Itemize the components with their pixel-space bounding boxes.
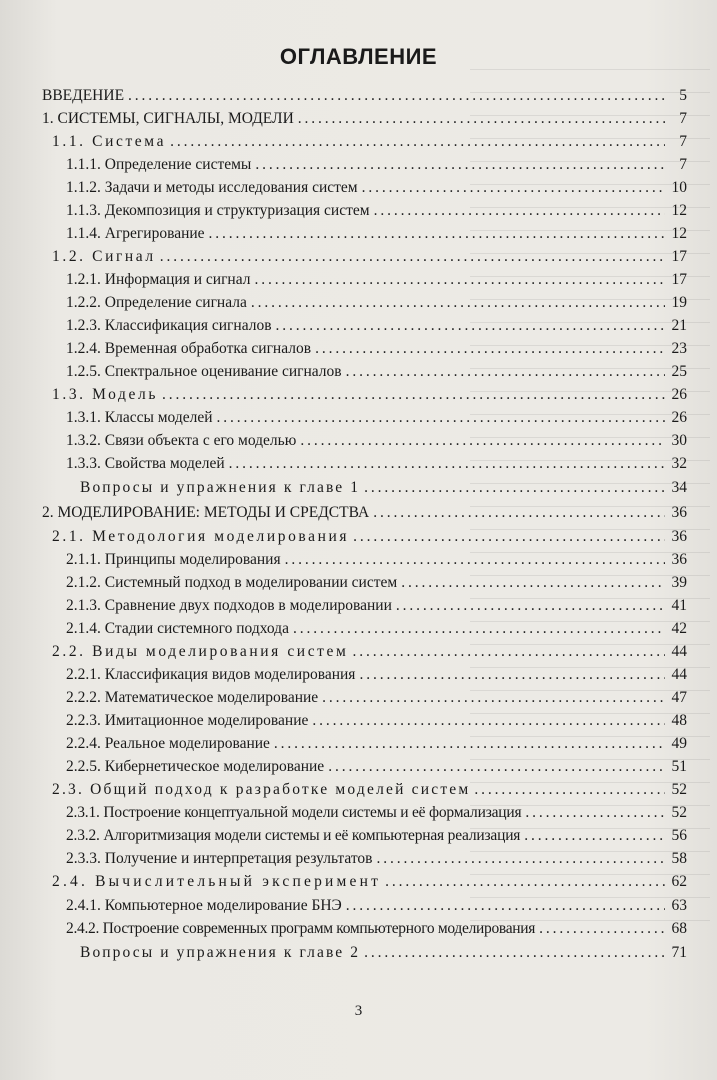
- leader-dots: [396, 594, 665, 618]
- leader-dots: [353, 525, 665, 549]
- leader-dots: [385, 870, 665, 894]
- leader-dots: [374, 199, 665, 223]
- toc-entry-label: 2. МОДЕЛИРОВАНИЕ: МЕТОДЫ И СРЕДСТВА: [42, 504, 370, 521]
- toc-entry-2-2-4: [66, 732, 687, 756]
- leader-dots: [364, 476, 665, 500]
- toc-entry-page: 19: [671, 294, 687, 311]
- toc-entry-2-3-1: [66, 801, 687, 825]
- toc-entry-section-1-3: [52, 383, 687, 407]
- leader-dots: [377, 847, 666, 871]
- toc-entry-label: 1.2.5. Спектральное оценивание сигналов: [66, 363, 342, 380]
- toc-entry-1-1-4: [66, 222, 687, 246]
- toc-entry-page: 26: [671, 386, 687, 403]
- toc-entry-page: 7: [679, 110, 687, 127]
- leader-dots: [539, 917, 665, 941]
- toc-entry-questions-2: [80, 941, 687, 965]
- toc-entry-label: 1.3. Модель: [52, 386, 158, 403]
- toc-entry-introduction: [42, 84, 687, 108]
- toc-entry-label: 2.1.4. Стадии системного подхода: [66, 620, 289, 637]
- toc-entry-page: 17: [671, 271, 687, 288]
- toc-entry-label: Вопросы и упражнения к главе 1: [80, 479, 361, 496]
- toc-entry-label: 1.1.3. Декомпозиция и структуризация систем: [66, 202, 370, 219]
- leader-dots: [285, 548, 665, 572]
- leader-dots: [401, 571, 665, 595]
- leader-dots: [352, 640, 665, 664]
- toc-entry-2-2-1: [66, 663, 687, 687]
- toc-entry-page: 62: [671, 873, 687, 890]
- toc-entry-label: 2.2. Виды моделирования систем: [52, 643, 349, 660]
- toc-entry-label: 2.3.3. Получение и интерпретация результатов: [66, 850, 373, 867]
- toc-entry-2-3-2: [66, 824, 687, 848]
- toc-entry-1-2-5: [66, 360, 687, 384]
- toc-entry-section-2-1: [52, 525, 687, 549]
- leader-dots: [312, 709, 665, 733]
- toc-entry-1-2-4: [66, 337, 687, 361]
- toc-entry-page: 21: [671, 317, 687, 334]
- toc-entry-page: 30: [671, 432, 687, 449]
- toc-entry-page: 34: [671, 479, 687, 496]
- toc-entry-1-1-2: [66, 176, 687, 200]
- toc-entry-label: Вопросы и упражнения к главе 2: [80, 944, 361, 961]
- leader-dots: [300, 429, 665, 453]
- toc-entry-page: 58: [671, 850, 687, 867]
- toc-entry-label: 1.3.1. Классы моделей: [66, 409, 213, 426]
- leader-dots: [315, 337, 665, 361]
- toc-entry-label: 2.3.1. Построение концептуальной модели системы и её формализация: [66, 804, 522, 821]
- toc-entry-label: 2.4.1. Компьютерное моделирование БНЭ: [66, 897, 342, 914]
- toc-entry-page: 42: [671, 620, 687, 637]
- toc-entry-questions-1: [80, 476, 687, 500]
- toc-entry-2-2-3: [66, 709, 687, 733]
- leader-dots: [298, 107, 665, 131]
- toc-entry-label: 1.2.3. Классификация сигналов: [66, 317, 272, 334]
- toc-entry-page: 41: [671, 597, 687, 614]
- leader-dots: [328, 755, 665, 779]
- leader-dots: [160, 245, 665, 269]
- toc-entry-label: 1. СИСТЕМЫ, СИГНАЛЫ, МОДЕЛИ: [42, 110, 294, 127]
- toc-entry-label: 1.2. Сигнал: [52, 248, 156, 265]
- toc-entry-label: 2.4.2. Построение современных программ компьютерного моделирования: [66, 920, 536, 937]
- leader-dots: [251, 291, 665, 315]
- leader-dots: [525, 801, 665, 825]
- toc-entry-label: 1.3.3. Свойства моделей: [66, 455, 225, 472]
- toc-entry-1-2-2: [66, 291, 687, 315]
- leader-dots: [293, 617, 665, 641]
- page-number: 3: [354, 1003, 363, 1019]
- toc-entry-page: 26: [671, 409, 687, 426]
- toc-entry-2-4-2: [66, 917, 687, 941]
- toc-entry-page: 7: [679, 156, 687, 173]
- toc-entry-label: 1.1.4. Агрегирование: [66, 225, 205, 242]
- toc-entry-page: 48: [671, 712, 687, 729]
- toc-entry-page: 51: [671, 758, 687, 775]
- toc-entry-label: 2.2.5. Кибернетическое моделирование: [66, 758, 325, 775]
- leader-dots: [229, 452, 665, 476]
- leader-dots: [359, 663, 665, 687]
- toc-entry-chapter-1: [42, 107, 687, 131]
- leader-dots: [362, 176, 665, 200]
- toc-entry-page: 52: [671, 781, 687, 798]
- leader-dots: [524, 824, 665, 848]
- toc-entry-label: 1.1.1. Определение системы: [66, 156, 252, 173]
- toc-entry-label: 1.1.2. Задачи и методы исследования систем: [66, 179, 358, 196]
- toc-entry-label: 2.2.4. Реальное моделирование: [66, 735, 270, 752]
- toc-entry-label: 2.3. Общий подход к разработке моделей систем: [52, 781, 471, 798]
- toc-entry-page: 47: [671, 689, 687, 706]
- toc-entry-section-1-1: [52, 130, 687, 154]
- toc-entry-1-2-3: [66, 314, 687, 338]
- toc-entry-label: 2.4. Вычислительный эксперимент: [52, 873, 382, 890]
- toc-entry-label: 2.1. Методология моделирования: [52, 528, 350, 545]
- leader-dots: [322, 686, 665, 710]
- toc-entry-2-4-1: [66, 894, 687, 918]
- toc-entry-page: 49: [671, 735, 687, 752]
- toc-entry-page: 7: [679, 133, 687, 150]
- leader-dots: [474, 778, 665, 802]
- toc-entry-label: 2.1.3. Сравнение двух подходов в моделировании: [66, 597, 392, 614]
- toc-entry-label: 2.2.1. Классификация видов моделирования: [66, 666, 356, 683]
- leader-dots: [364, 941, 665, 965]
- toc-entry-label: 1.2.1. Информация и сигнал: [66, 271, 251, 288]
- leader-dots: [170, 130, 665, 154]
- leader-dots: [346, 360, 665, 384]
- toc-entry-section-2-4: [52, 870, 687, 894]
- toc-entry-label: 2.1.2. Системный подход в моделировании систем: [66, 574, 398, 591]
- leader-dots: [255, 153, 665, 177]
- toc-entry-2-1-3: [66, 594, 687, 618]
- toc-entry-section-2-2: [52, 640, 687, 664]
- leader-dots: [254, 268, 665, 292]
- toc-entry-page: 10: [671, 179, 687, 196]
- toc-entry-label: ВВЕДЕНИЕ: [42, 87, 125, 104]
- leader-dots: [274, 732, 665, 756]
- toc-entry-page: 36: [671, 528, 687, 545]
- toc-entry-label: 1.3.2. Связи объекта с его моделью: [66, 432, 297, 449]
- leader-dots: [276, 314, 665, 338]
- toc-entry-label: 2.2.3. Имитационное моделирование: [66, 712, 309, 729]
- toc-entry-page: 44: [671, 643, 687, 660]
- toc-entry-2-2-5: [66, 755, 687, 779]
- toc-entry-section-1-2: [52, 245, 687, 269]
- toc-entry-2-2-2: [66, 686, 687, 710]
- toc-entry-2-3-3: [66, 847, 687, 871]
- leader-dots: [346, 894, 665, 918]
- toc-entry-page: 17: [671, 248, 687, 265]
- toc-entry-label: 1.2.4. Временная обработка сигналов: [66, 340, 312, 357]
- toc-entry-1-2-1: [66, 268, 687, 292]
- toc-entry-label: 2.3.2. Алгоритмизация модели системы и её компьютерная реализация: [66, 827, 521, 844]
- leader-dots: [373, 501, 665, 525]
- toc-entry-page: 44: [671, 666, 687, 683]
- toc-entry-page: 68: [671, 920, 687, 937]
- toc-entry-1-3-3: [66, 452, 687, 476]
- toc-entry-page: 5: [679, 87, 687, 104]
- leader-dots: [162, 383, 665, 407]
- toc-entry-page: 63: [671, 897, 687, 914]
- toc-entry-label: 1.2.2. Определение сигнала: [66, 294, 247, 311]
- toc-entry-page: 56: [671, 827, 687, 844]
- toc-entry-page: 39: [671, 574, 687, 591]
- toc-entry-1-3-1: [66, 406, 687, 430]
- toc-entry-chapter-2: [42, 501, 687, 525]
- toc-entry-section-2-3: [52, 778, 687, 802]
- toc-entry-page: 12: [671, 225, 687, 242]
- toc-entry-2-1-1: [66, 548, 687, 572]
- leader-dots: [209, 222, 665, 246]
- toc-entry-2-1-2: [66, 571, 687, 595]
- toc-entry-1-1-1: [66, 153, 687, 177]
- toc-entry-page: 23: [671, 340, 687, 357]
- toc-entry-page: 36: [671, 504, 687, 521]
- toc-entry-page: 71: [671, 944, 687, 961]
- toc-entry-1-3-2: [66, 429, 687, 453]
- leader-dots: [217, 406, 665, 430]
- leader-dots: [128, 84, 665, 108]
- toc-entry-2-1-4: [66, 617, 687, 641]
- toc-entry-1-1-3: [66, 199, 687, 223]
- toc-entry-label: 2.2.2. Математическое моделирование: [66, 689, 319, 706]
- toc-entry-label: 2.1.1. Принципы моделирования: [66, 551, 281, 568]
- toc-entry-page: 25: [671, 363, 687, 380]
- toc-entry-page: 32: [671, 455, 687, 472]
- toc-entry-page: 52: [671, 804, 687, 821]
- toc-entry-page: 12: [671, 202, 687, 219]
- toc-entry-label: 1.1. Система: [52, 133, 167, 150]
- toc-entry-page: 36: [671, 551, 687, 568]
- page-title: ОГЛАВЛЕНИЕ: [279, 44, 438, 69]
